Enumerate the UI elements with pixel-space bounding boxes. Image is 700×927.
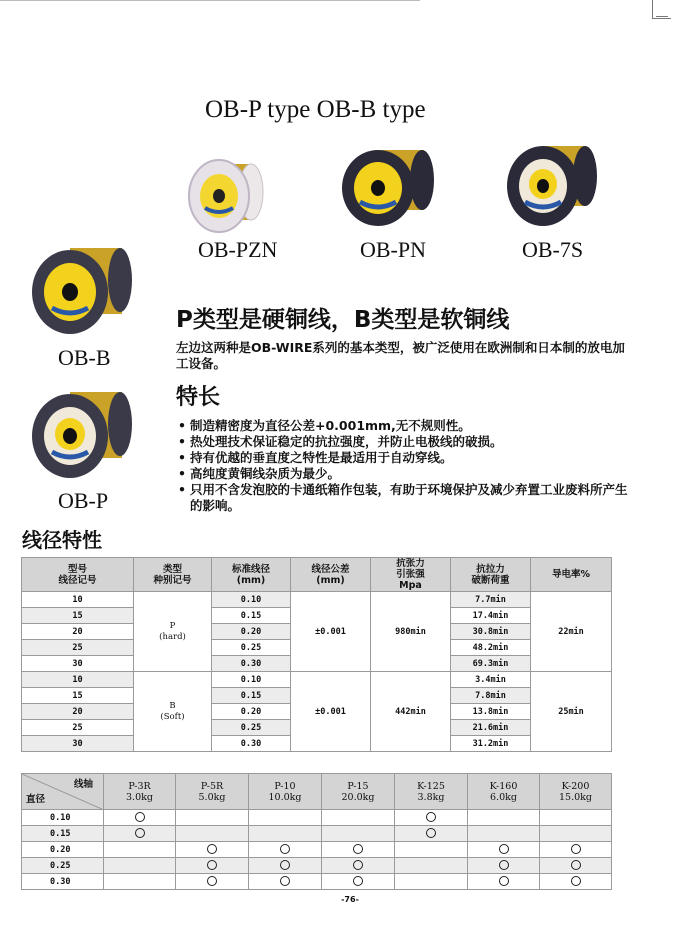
spool-availability-table	[21, 773, 612, 890]
cell-diameter: 0.25	[212, 720, 291, 736]
available-circle-icon	[280, 860, 290, 870]
col-header-type: 类型 种别记号	[134, 558, 212, 592]
features-list	[178, 418, 638, 514]
page-number: -76-	[341, 895, 359, 904]
spool-table-body	[22, 810, 612, 890]
col-header-p-15: P-15 20.0kg	[322, 774, 395, 810]
cell-code: 25	[22, 640, 134, 656]
col-header-p-10: P-10 10.0kg	[249, 774, 322, 810]
cell-conductivity: 25min	[531, 672, 612, 752]
feature-item: • 热处理技术保证稳定的抗拉强度，并防止电极线的破损。	[178, 434, 638, 450]
cell-code: 25	[22, 720, 134, 736]
cell-availability	[540, 874, 612, 890]
cell-availability	[176, 810, 249, 826]
col-header-tolerance: 线径公差 (mm)	[291, 558, 371, 592]
cell-load: 3.4min	[451, 672, 531, 688]
cell-load: 69.3min	[451, 656, 531, 672]
available-circle-icon	[207, 876, 217, 886]
cell-load: 17.4min	[451, 608, 531, 624]
available-circle-icon	[280, 876, 290, 886]
cell-code: 10	[22, 592, 134, 608]
col-header-k-200: K-200 15.0kg	[540, 774, 612, 810]
cell-load: 31.2min	[451, 736, 531, 752]
cell-diameter: 0.30	[212, 656, 291, 672]
available-circle-icon	[499, 876, 509, 886]
cell-load: 7.8min	[451, 688, 531, 704]
features-heading: 特长	[176, 385, 221, 410]
cell-code: 15	[22, 608, 134, 624]
corner-label-diameter: 直径	[26, 794, 46, 805]
cell-diameter: 0.15	[212, 688, 291, 704]
cell-diameter: 0.25	[212, 640, 291, 656]
col-header-p-5r: P-5R 5.0kg	[176, 774, 249, 810]
cell-availability	[104, 842, 176, 858]
intro-text: 左边这两种是OB-WIRE系列的基本类型，被广泛使用在欧洲制和日本制的放电加工设备。	[176, 340, 625, 371]
table-row	[22, 672, 612, 688]
cell-availability	[540, 810, 612, 826]
spec-table	[21, 557, 612, 752]
feature-item: • 高纯度黄铜线杂质为最少。	[178, 466, 638, 482]
cell-availability	[104, 826, 176, 842]
table-row	[22, 874, 612, 890]
available-circle-icon	[280, 844, 290, 854]
spool-table-header	[22, 774, 612, 810]
spool-label-ob-pzn: OB-PZN	[198, 237, 278, 262]
cell-diameter: 0.30	[22, 874, 104, 890]
cell-code: 10	[22, 672, 134, 688]
cell-diameter: 0.15	[212, 608, 291, 624]
cell-load: 21.6min	[451, 720, 531, 736]
table-row	[22, 592, 612, 608]
cell-type: P (hard)	[134, 592, 212, 672]
cell-availability	[104, 810, 176, 826]
cell-tensile: 980min	[371, 592, 451, 672]
cell-diameter: 0.20	[22, 842, 104, 858]
cell-load: 7.7min	[451, 592, 531, 608]
table-row	[22, 858, 612, 874]
available-circle-icon	[426, 828, 436, 838]
cell-diameter: 0.20	[212, 624, 291, 640]
table-row	[22, 810, 612, 826]
cell-availability	[176, 842, 249, 858]
cell-availability	[176, 826, 249, 842]
cell-availability	[249, 858, 322, 874]
spool-image-ob-b	[30, 240, 135, 340]
corner-header	[22, 774, 104, 810]
cell-tensile: 442min	[371, 672, 451, 752]
cell-diameter: 0.25	[22, 858, 104, 874]
cell-diameter: 0.10	[22, 810, 104, 826]
col-header-breaking-load: 抗拉力 破断荷重	[451, 558, 531, 592]
cell-availability	[249, 842, 322, 858]
type-heading: OB-P type OB-B type	[205, 96, 426, 123]
cell-availability	[468, 874, 540, 890]
spool-label-ob-pn: OB-PN	[360, 237, 427, 262]
feature-item: • 只用不含发泡胶的卡通纸箱作包装，有助于环境保护及减少弃置工业废料所产生的影响。	[178, 482, 638, 514]
spool-image-ob-7s	[505, 138, 605, 230]
available-circle-icon	[426, 812, 436, 822]
available-circle-icon	[571, 876, 581, 886]
cell-availability	[468, 810, 540, 826]
cell-availability	[249, 826, 322, 842]
cell-code: 15	[22, 688, 134, 704]
cell-availability	[468, 842, 540, 858]
available-circle-icon	[571, 860, 581, 870]
cell-availability	[395, 810, 468, 826]
available-circle-icon	[571, 844, 581, 854]
cell-code: 30	[22, 656, 134, 672]
cell-availability	[468, 858, 540, 874]
available-circle-icon	[207, 860, 217, 870]
cell-availability	[322, 826, 395, 842]
cell-availability	[468, 826, 540, 842]
top-rule	[0, 0, 420, 1]
cell-load: 48.2min	[451, 640, 531, 656]
col-header-k-160: K-160 6.0kg	[468, 774, 540, 810]
cell-diameter: 0.10	[212, 672, 291, 688]
available-circle-icon	[353, 860, 363, 870]
spool-image-ob-pn	[340, 140, 440, 232]
table-row	[22, 826, 612, 842]
cell-diameter: 0.20	[212, 704, 291, 720]
cell-availability	[322, 858, 395, 874]
available-circle-icon	[135, 828, 145, 838]
spool-label-ob-p: OB-P	[58, 488, 109, 513]
cell-load: 13.8min	[451, 704, 531, 720]
available-circle-icon	[353, 844, 363, 854]
col-header-diameter: 标准线径 (mm)	[212, 558, 291, 592]
cell-code: 20	[22, 624, 134, 640]
crop-mark-tick	[656, 16, 668, 17]
cell-availability	[322, 874, 395, 890]
available-circle-icon	[499, 844, 509, 854]
col-header-tensile: 抗张力 引张强 Mpa	[371, 558, 451, 592]
cell-availability	[322, 810, 395, 826]
cell-availability	[176, 858, 249, 874]
col-header-conductivity: 导电率%	[531, 558, 612, 592]
cell-load: 30.8min	[451, 624, 531, 640]
spool-image-ob-p	[30, 384, 135, 484]
cell-availability	[322, 842, 395, 858]
corner-label-spool: 线轴	[73, 779, 93, 790]
cell-availability	[176, 874, 249, 890]
col-header-p-3r: P-3R 3.0kg	[104, 774, 176, 810]
col-header-code: 型号 线径记号	[22, 558, 134, 592]
cell-code: 20	[22, 704, 134, 720]
cell-diameter: 0.30	[212, 736, 291, 752]
cell-diameter: 0.15	[22, 826, 104, 842]
cell-type: B (Soft)	[134, 672, 212, 752]
cell-availability	[104, 858, 176, 874]
available-circle-icon	[499, 860, 509, 870]
cell-tolerance: ±0.001	[291, 672, 371, 752]
cell-tolerance: ±0.001	[291, 592, 371, 672]
table-row	[22, 842, 612, 858]
cell-availability	[395, 858, 468, 874]
spec-heading: 线径特性	[22, 528, 102, 552]
spool-image-ob-pzn	[185, 150, 265, 238]
cell-availability	[395, 842, 468, 858]
cell-availability	[395, 826, 468, 842]
cell-conductivity: 22min	[531, 592, 612, 672]
cell-availability	[540, 842, 612, 858]
spec-table-header	[22, 558, 612, 592]
cell-availability	[104, 874, 176, 890]
main-heading: P类型是硬铜线，B类型是软铜线	[176, 307, 510, 333]
cell-code: 30	[22, 736, 134, 752]
cell-availability	[395, 874, 468, 890]
cell-availability	[249, 810, 322, 826]
spool-label-ob-b: OB-B	[58, 345, 111, 370]
cell-diameter: 0.10	[212, 592, 291, 608]
available-circle-icon	[135, 812, 145, 822]
col-header-k-125: K-125 3.8kg	[395, 774, 468, 810]
cell-availability	[540, 826, 612, 842]
available-circle-icon	[207, 844, 217, 854]
cell-availability	[249, 874, 322, 890]
available-circle-icon	[353, 876, 363, 886]
feature-item: • 制造精密度为直径公差+0.001mm,无不规则性。	[178, 418, 638, 434]
feature-item: • 持有优越的垂直度之特性是最适用于自动穿线。	[178, 450, 638, 466]
cell-availability	[540, 858, 612, 874]
spool-label-ob-7s: OB-7S	[522, 237, 584, 262]
